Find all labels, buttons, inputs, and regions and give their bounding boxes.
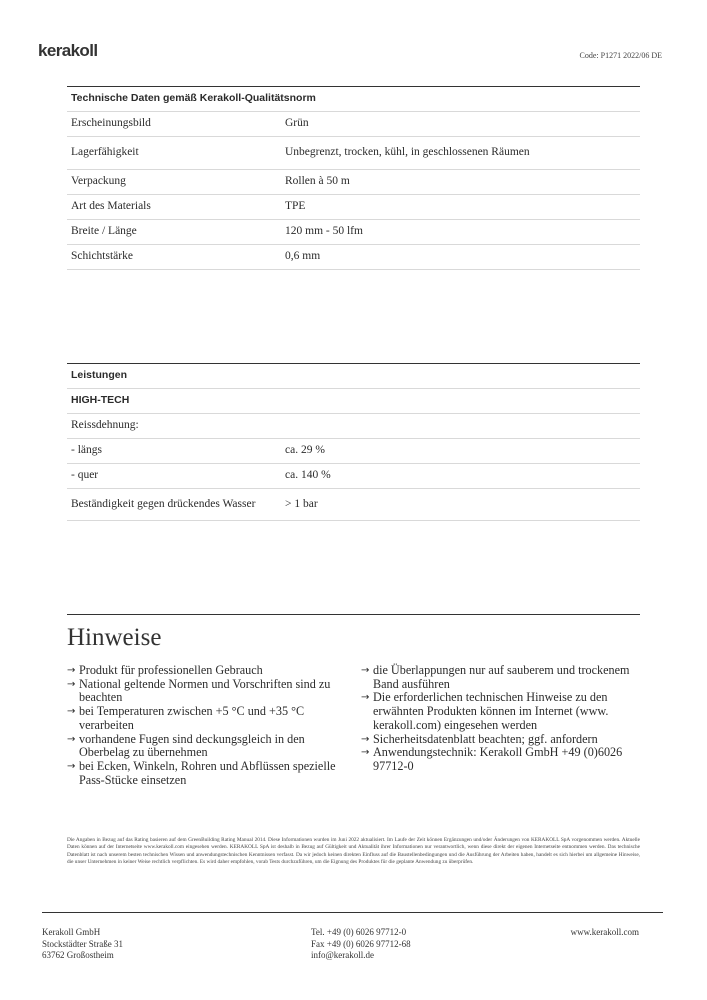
- table-row: [67, 169, 640, 194]
- row-value: Rollen à 50 m: [281, 169, 640, 194]
- row-value: > 1 bar: [281, 488, 640, 520]
- email-link[interactable]: info@kerakoll.de: [311, 950, 375, 960]
- row-value: 120 mm - 50 lfm: [281, 219, 640, 244]
- list-item-text: Sicherheitsdatenblatt beachten; ggf. anfordern: [373, 731, 598, 746]
- row-value: [281, 413, 640, 438]
- hinweise-top-rule: [67, 614, 640, 615]
- row-label: Breite / Länge: [67, 219, 281, 244]
- row-value: TPE: [281, 194, 640, 219]
- document-code: Code: P1271 2022/06 DE: [579, 51, 662, 60]
- row-label: Verpackung: [67, 169, 281, 194]
- list-item: [361, 746, 639, 773]
- footer-contact: [311, 927, 411, 962]
- list-item: [67, 678, 352, 705]
- row-value: Grün: [281, 111, 640, 136]
- arrow-right-icon: →: [67, 733, 76, 745]
- row-label: Lagerfähigkeit: [67, 136, 281, 169]
- arrow-right-icon: →: [67, 760, 76, 772]
- table-row: [67, 463, 640, 488]
- arrow-right-icon: →: [67, 665, 76, 676]
- performance-table: [67, 364, 640, 521]
- list-item-text: Die erforderlichen technischen Hinweise zu den erwähnten Produkten können im Internet (www. kerakoll.com) eingesehen werden: [373, 690, 609, 732]
- row-label: Reissdehnung:: [67, 413, 281, 438]
- list-item: [67, 705, 352, 732]
- list-item: [361, 733, 639, 747]
- arrow-right-icon: →: [361, 665, 370, 676]
- fax-number: Fax +49 (0) 6026 97712-68: [311, 938, 411, 949]
- table-row: [67, 244, 640, 269]
- perf-table-title: Leistungen: [67, 364, 640, 388]
- row-value: ca. 29 %: [281, 438, 640, 463]
- list-item: [67, 760, 352, 787]
- arrow-right-icon: →: [67, 678, 76, 690]
- list-item-text: bei Temperaturen zwischen +5 °C und +35 °C verarbeiten: [79, 704, 305, 732]
- table-row: [67, 219, 640, 244]
- list-item-text: bei Ecken, Winkeln, Rohren und Abflüssen spezielle Pass-Stücke einsetzen: [79, 758, 336, 787]
- footer-website[interactable]: www.kerakoll.com: [570, 927, 639, 937]
- list-item: [67, 733, 352, 760]
- row-label: - längs: [67, 438, 281, 463]
- table-row: [67, 194, 640, 219]
- disclaimer-text: Die Angaben in Bezug auf das Rating basieren auf dem GreenBuilding Rating Manual 2014. Diese Informationen wurden im Juni 2022 aktualisiert. Im Laufe der Zeit können Ergänzungen und/oder Änderungen von KERAKOLL SpA vorgenommen werden. Aktuelle Daten können auf der Internetseite www.kerakoll.com eingesehen werden. KERAKOLL SpA ist deshalb in Bezug auf Gültigkeit und Aktualität ihrer Informationen nur verantwortlich, wenn diese direkt der eigenen Internetseite entnommen werden. Das technische Datenblatt ist nach unserem besten technischen Wissen und anwendungstechnischen Kenntnissen verfasst. Da wir jedoch keinen direkten Einfluss auf die Baustellenbedingungen und die Ausführung der Arbeiten haben, handelt es sich hierbei um allgemeine Hinweise, die unser Unternehmen in keiner Weise rechtlich verpflichten. Es wird daher empfohlen, vorab Tests durchzuführen, um die Eignung des Produktes für die geplante Anwendung zu überprüfen.: [67, 837, 640, 865]
- footer-rule: [42, 912, 663, 913]
- footer-company: [42, 927, 123, 962]
- arrow-right-icon: →: [361, 692, 370, 704]
- tech-table-title: Technische Daten gemäß Kerakoll-Qualitätsnorm: [67, 87, 640, 111]
- table-row: [67, 413, 640, 438]
- table-row: [67, 488, 640, 520]
- hinweise-left-list: [67, 664, 352, 787]
- row-value: 0,6 mm: [281, 244, 640, 269]
- list-item: [361, 691, 639, 732]
- tech-data-table: [67, 87, 640, 270]
- row-label: Schichtstärke: [67, 244, 281, 269]
- list-item: [67, 664, 352, 678]
- kerakoll-logo: kerakoll: [38, 41, 98, 60]
- list-item-text: Produkt für professionellen Gebrauch: [79, 663, 263, 677]
- list-item-text: National geltende Normen und Vorschriften sind zu beachten: [79, 676, 331, 705]
- table-row: [67, 136, 640, 169]
- company-city: 63762 Großostheim: [42, 950, 114, 960]
- row-label: - quer: [67, 463, 281, 488]
- list-item: [361, 664, 639, 691]
- perf-table-subtitle: HIGH-TECH: [67, 388, 640, 413]
- phone-number: Tel. +49 (0) 6026 97712-0: [311, 927, 407, 937]
- list-item-text: Anwendungstechnik: Kerakoll GmbH +49 (0)6026 97712-0: [373, 745, 623, 773]
- row-label: Art des Materials: [67, 194, 281, 219]
- row-label: Beständigkeit gegen drückendes Wasser: [67, 488, 281, 520]
- list-item-text: die Überlappungen nur auf sauberem und trockenem Band ausführen: [373, 663, 630, 691]
- arrow-right-icon: →: [67, 706, 76, 718]
- row-value: Unbegrenzt, trocken, kühl, in geschlossenen Räumen: [281, 136, 640, 169]
- table-row: [67, 438, 640, 463]
- table-row: [67, 111, 640, 136]
- list-item-text: vorhandene Fugen sind deckungsgleich in den Oberbelag zu übernehmen: [79, 731, 305, 760]
- hinweise-right-list: [361, 664, 639, 774]
- hinweise-title: Hinweise: [67, 624, 162, 651]
- row-label: Erscheinungsbild: [67, 111, 281, 136]
- company-street: Stockstädter Straße 31: [42, 938, 123, 949]
- arrow-right-icon: →: [361, 747, 370, 759]
- company-name: Kerakoll GmbH: [42, 927, 101, 937]
- arrow-right-icon: →: [361, 733, 370, 745]
- row-value: ca. 140 %: [281, 463, 640, 488]
